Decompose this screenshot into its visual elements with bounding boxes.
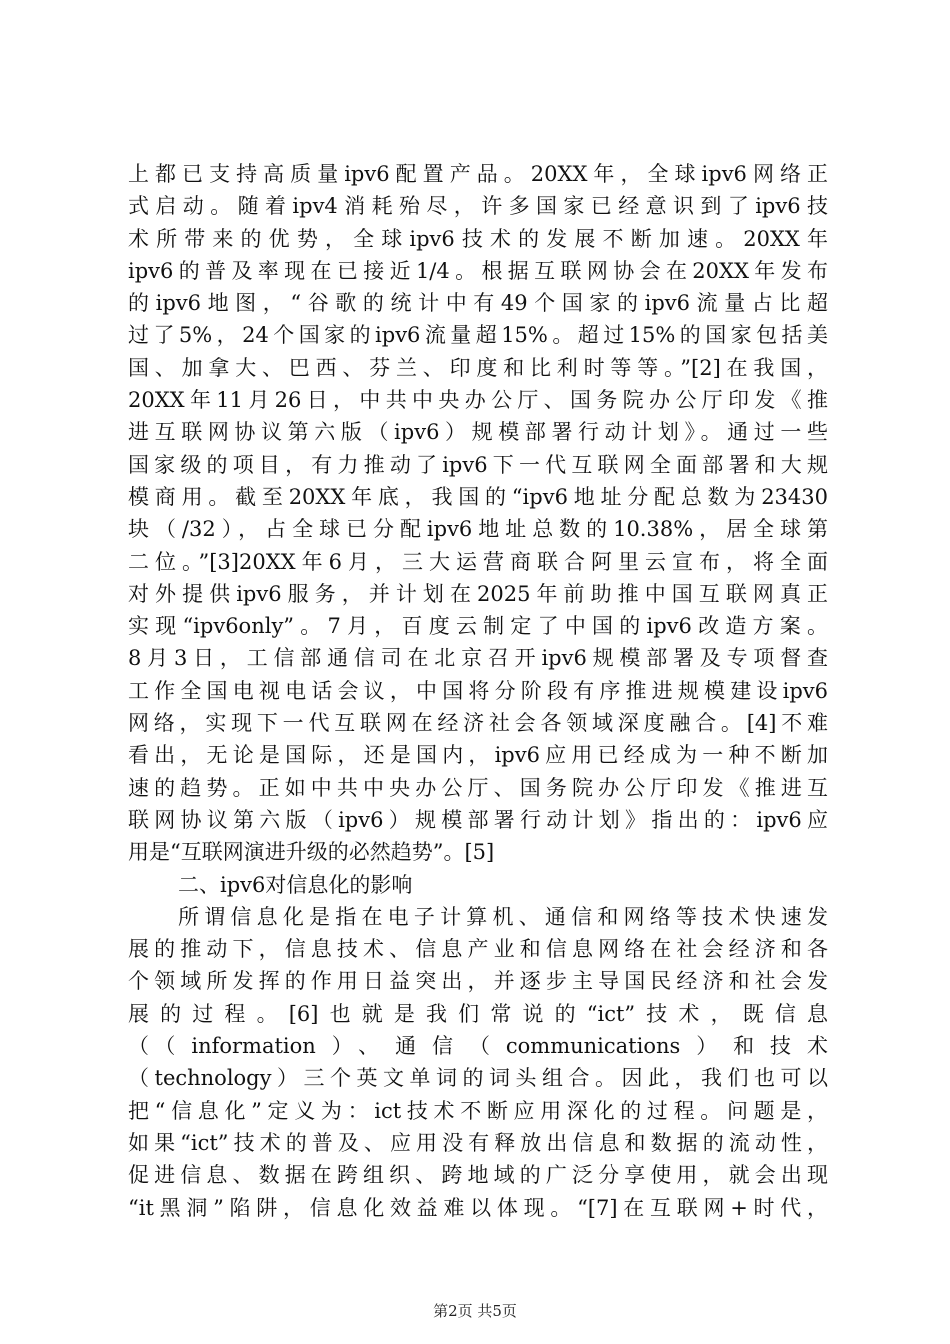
paragraph-line: 块（/32），占全球已分配ipv6地址总数的10.38%，居全球第 xyxy=(128,517,828,542)
section-heading: 二、ipv6对信息化的影响 xyxy=(178,872,413,897)
paragraph-line: 上都已支持高质量ipv6配置产品。20XX年，全球ipv6网络正 xyxy=(128,162,828,186)
section-paragraph-line: 个领域所发挥的作用日益突出，并逐步主导国民经济和社会发 xyxy=(128,969,828,994)
paragraph-line: 的ipv6地图，“谷歌的统计中有49个国家的ipv6流量占比超 xyxy=(128,291,828,316)
paragraph-line: 模商用。截至20XX年底，我国的“ipv6地址分配总数为23430 xyxy=(128,484,828,509)
paragraph-line: 实现“ipv6only”。7月，百度云制定了中国的ipv6改造方案。 xyxy=(128,614,828,639)
section-paragraph-line: （technology）三个英文单词的词头组合。因此，我们也可以 xyxy=(128,1066,828,1091)
page-number-footer: 第2页 共5页 xyxy=(433,1302,517,1320)
section-paragraph-line: “it黑洞”陷阱，信息化效益难以体现。“[7]在互联网+时代， xyxy=(128,1195,828,1220)
paragraph-line: 国、加拿大、巴西、芬兰、印度和比利时等等。”[2]在我国， xyxy=(128,355,828,380)
paragraph-line: 联网协议第六版（ipv6）规模部署行动计划》指出的：ipv6应 xyxy=(128,807,828,832)
body-text xyxy=(128,158,828,1224)
paragraph-line: 速的趋势。正如中共中央办公厅、国务院办公厅印发《推进互 xyxy=(128,775,828,800)
paragraph-line: 术所带来的优势，全球ipv6技术的发展不断加速。20XX年 xyxy=(128,226,828,251)
paragraph-line: 对外提供ipv6服务，并计划在2025年前助推中国互联网真正 xyxy=(128,581,828,606)
paragraph-line: 工作全国电视电话会议，中国将分阶段有序推进规模建设ipv6 xyxy=(128,678,828,703)
section-paragraph-line: 展的推动下，信息技术、信息产业和信息网络在社会经济和各 xyxy=(128,937,828,962)
section-paragraph-line: 展的过程。[6]也就是我们常说的“ict”技术，既信息 xyxy=(128,1001,828,1026)
paragraph-line: 看出，无论是国际，还是国内，ipv6应用已经成为一种不断加 xyxy=(128,743,828,768)
paragraph-line: 式启动。随着ipv4消耗殆尽，许多国家已经意识到了ipv6技 xyxy=(128,194,828,219)
section-paragraph-line: 所谓信息化是指在电子计算机、通信和网络等技术快速发 xyxy=(178,904,828,929)
paragraph-line: ipv6的普及率现在已接近1/4。根据互联网协会在20XX年发布 xyxy=(128,258,828,283)
section-paragraph-line: 促进信息、数据在跨组织、跨地域的广泛分享使用，就会出现 xyxy=(128,1163,828,1188)
section-paragraph-line: 如果“ict”技术的普及、应用没有释放出信息和数据的流动性， xyxy=(128,1130,828,1155)
paragraph-line: 20XX年11月26日，中共中央办公厅、国务院办公厅印发《推 xyxy=(128,388,828,413)
paragraph-line: 8月3日，工信部通信司在北京召开ipv6规模部署及专项督查 xyxy=(128,646,828,671)
paragraph-line: 二位。”[3]20XX年6月，三大运营商联合阿里云宣布，将全面 xyxy=(128,549,828,574)
paragraph-line: 过了5%，24个国家的ipv6流量超15%。超过15%的国家包括美 xyxy=(128,323,828,348)
section-paragraph-line: 把“信息化”定义为：ict技术不断应用深化的过程。问题是， xyxy=(128,1098,828,1123)
paragraph-line: 国家级的项目，有力推动了ipv6下一代互联网全面部署和大规 xyxy=(128,452,828,477)
paragraph-line-last: 用是“互联网演进升级的必然趋势”。[5] xyxy=(128,840,495,865)
section-paragraph-line: （（information）、通信（communications）和技术 xyxy=(128,1034,828,1059)
paragraph-line: 网络，实现下一代互联网在经济社会各领域深度融合。[4]不难 xyxy=(128,711,828,736)
paragraph-line: 进互联网协议第六版（ipv6）规模部署行动计划》。通过一些 xyxy=(128,420,828,445)
